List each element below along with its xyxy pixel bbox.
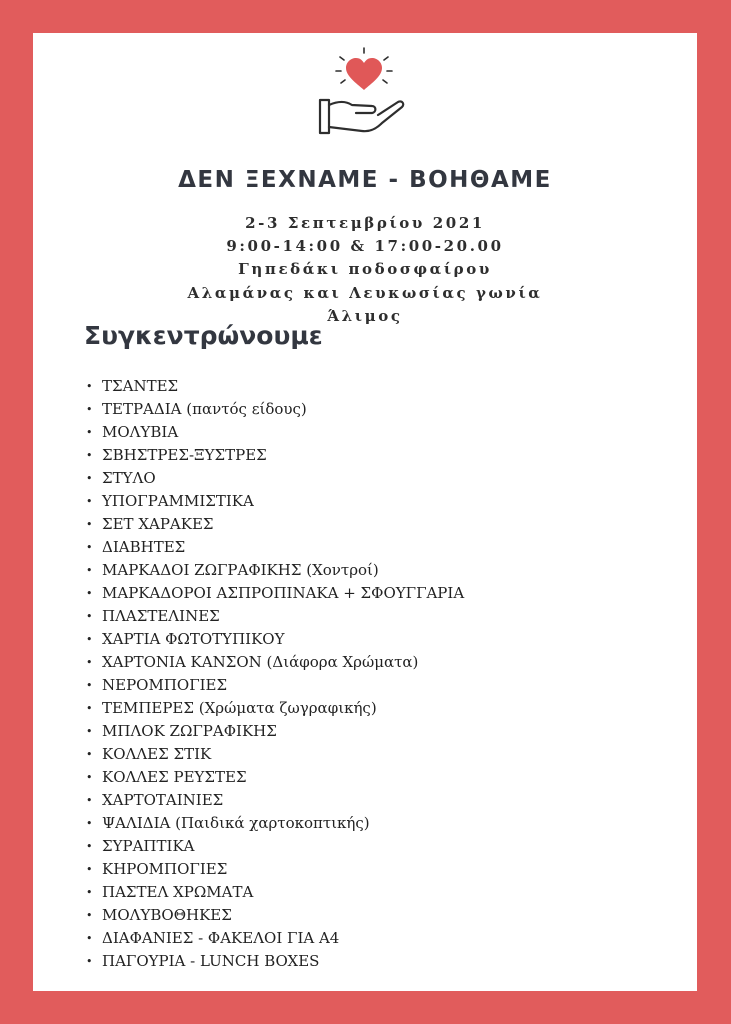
event-hours: 9:00-14:00 & 17:00-20.00 xyxy=(226,237,504,256)
bullet-icon: • xyxy=(86,495,93,508)
list-item xyxy=(86,582,464,605)
list-item xyxy=(86,444,464,467)
list-item xyxy=(86,812,464,835)
event-venue: Γηπεδάκι ποδοσφαίρου xyxy=(238,260,492,279)
bullet-icon: • xyxy=(86,932,93,945)
poster-title: ΔΕΝ ΞΕΧΝΑΜΕ - ΒΟΗΘΑΜΕ xyxy=(178,167,552,193)
bullet-icon: • xyxy=(86,587,93,600)
list-item xyxy=(86,375,464,398)
bullet-icon: • xyxy=(86,610,93,623)
event-address: Αλαμάνας και Λευκωσίας γωνία xyxy=(187,283,543,302)
list-item-label: ΤΕΤΡΑΔΙΑ (παντός είδους) xyxy=(102,400,307,418)
bullet-icon: • xyxy=(86,794,93,807)
list-item xyxy=(86,950,464,973)
list-item xyxy=(86,398,464,421)
list-item xyxy=(86,536,464,559)
list-item xyxy=(86,720,464,743)
list-item-label: ΠΛΑΣΤΕΛΙΝΕΣ xyxy=(102,607,220,625)
bullet-icon: • xyxy=(86,403,93,416)
list-item-label: ΨΑΛΙΔΙΑ (Παιδικά χαρτοκοπτικής) xyxy=(102,814,370,832)
list-item xyxy=(86,605,464,628)
list-item-label: ΤΕΜΠΕΡΕΣ (Χρώματα ζωγραφικής) xyxy=(102,699,377,717)
list-item xyxy=(86,881,464,904)
list-item xyxy=(86,927,464,950)
list-item-label: ΜΟΛΥΒΙΑ xyxy=(102,423,179,441)
list-item-label: ΥΠΟΓΡΑΜΜΙΣΤΙΚΑ xyxy=(102,492,254,510)
bullet-icon: • xyxy=(86,817,93,830)
list-item-label: ΚΟΛΛΕΣ ΣΤΙΚ xyxy=(102,745,212,763)
list-item-label: ΔΙΑΦΑΝΙΕΣ - ΦΑΚΕΛΟΙ ΓΙΑ Α4 xyxy=(102,929,340,947)
section-heading: Συγκεντρώνουμε xyxy=(84,321,323,350)
list-item-label: ΣΤΥΛΟ xyxy=(102,469,156,487)
collection-list xyxy=(86,375,464,973)
list-item-label: ΔΙΑΒΗΤΕΣ xyxy=(102,538,186,556)
list-item xyxy=(86,904,464,927)
bullet-icon: • xyxy=(86,955,93,968)
list-item-label: ΠΑΣΤΕΛ ΧΡΩΜΑΤΑ xyxy=(102,883,254,901)
heart-icon xyxy=(336,48,392,90)
list-item xyxy=(86,835,464,858)
bullet-icon: • xyxy=(86,840,93,853)
list-item-label: ΣΥΡΑΠΤΙΚΑ xyxy=(102,837,195,855)
bullet-icon: • xyxy=(86,725,93,738)
list-item-label: ΜΑΡΚΑΔΟΙ ΖΩΓΡΑΦΙΚΗΣ (Χοντροί) xyxy=(102,561,379,579)
bullet-icon: • xyxy=(86,863,93,876)
list-item xyxy=(86,628,464,651)
bullet-icon: • xyxy=(86,541,93,554)
bullet-icon: • xyxy=(86,564,93,577)
list-item xyxy=(86,858,464,881)
list-item xyxy=(86,559,464,582)
list-item-label: ΚΟΛΛΕΣ ΡΕΥΣΤΕΣ xyxy=(102,768,247,786)
list-item-label: ΣΒΗΣΤΡΕΣ-ΞΥΣΤΡΕΣ xyxy=(102,446,267,464)
bullet-icon: • xyxy=(86,449,93,462)
helping-hand-icon xyxy=(320,100,403,133)
bullet-icon: • xyxy=(86,679,93,692)
bullet-icon: • xyxy=(86,909,93,922)
bullet-icon: • xyxy=(86,702,93,715)
bullet-icon: • xyxy=(86,886,93,899)
bullet-icon: • xyxy=(86,656,93,669)
list-item-label: ΧΑΡΤΟΝΙΑ ΚΑΝΣΟΝ (Διάφορα Χρώματα) xyxy=(102,653,419,671)
event-date: 2-3 Σεπτεμβρίου 2021 xyxy=(245,214,485,232)
list-item xyxy=(86,421,464,444)
bullet-icon: • xyxy=(86,633,93,646)
list-item-label: ΜΠΛΟΚ ΖΩΓΡΑΦΙΚΗΣ xyxy=(102,722,277,740)
poster-card xyxy=(33,33,697,991)
list-item xyxy=(86,651,464,674)
bullet-icon: • xyxy=(86,518,93,531)
list-item xyxy=(86,467,464,490)
list-item xyxy=(86,789,464,812)
list-item-label: ΜΟΛΥΒΟΘΗΚΕΣ xyxy=(102,906,232,924)
list-item-label: ΚΗΡΟΜΠΟΓΙΕΣ xyxy=(102,860,228,878)
list-item xyxy=(86,743,464,766)
list-item-label: ΧΑΡΤΙΑ ΦΩΤΟΤΥΠΙΚΟΥ xyxy=(102,630,285,648)
bullet-icon: • xyxy=(86,748,93,761)
bullet-icon: • xyxy=(86,771,93,784)
bullet-icon: • xyxy=(86,380,93,393)
list-item xyxy=(86,490,464,513)
list-item-label: ΜΑΡΚΑΔΟΡΟΙ ΑΣΠΡΟΠΙΝΑΚΑ + ΣΦΟΥΓΓΑΡΙΑ xyxy=(102,584,465,602)
list-item-label: ΣΕΤ ΧΑΡΑΚΕΣ xyxy=(102,515,214,533)
list-item xyxy=(86,697,464,720)
event-info xyxy=(33,212,697,328)
list-item-label: ΤΣΑΝΤΕΣ xyxy=(102,377,179,395)
charity-logo xyxy=(316,47,412,139)
list-item xyxy=(86,674,464,697)
event-city: Άλιμος xyxy=(327,306,403,325)
bullet-icon: • xyxy=(86,472,93,485)
list-item xyxy=(86,513,464,536)
list-item-label: ΝΕΡΟΜΠΟΓΙΕΣ xyxy=(102,676,228,694)
list-item-label: ΧΑΡΤΟΤΑΙΝΙΕΣ xyxy=(102,791,224,809)
bullet-icon: • xyxy=(86,426,93,439)
list-item xyxy=(86,766,464,789)
list-item-label: ΠΑΓΟΥΡΙΑ - LUNCH BOXES xyxy=(102,952,320,970)
